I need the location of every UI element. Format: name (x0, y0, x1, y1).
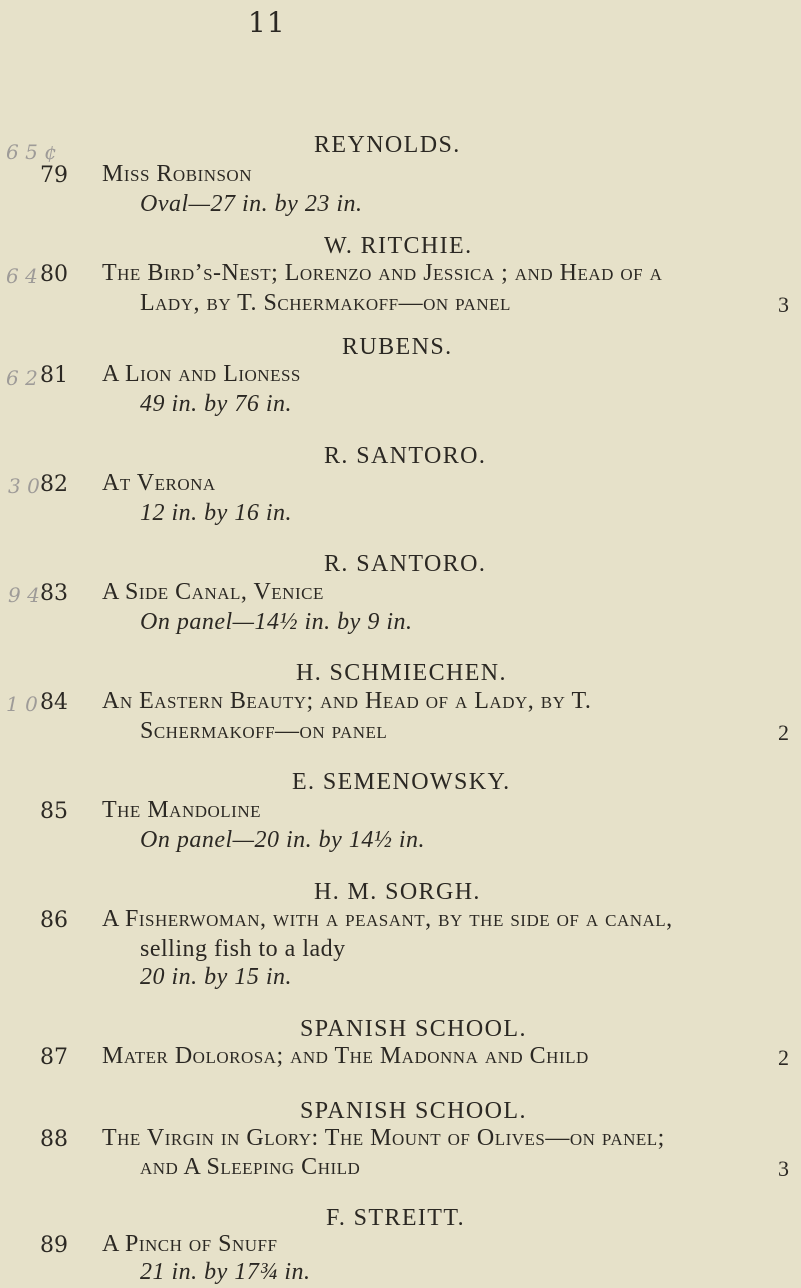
artist-name: R. SANTORO. (324, 443, 487, 469)
lot-dimensions: 21 in. by 17¾ in. (140, 1259, 311, 1285)
lot-title: Miss Robinson (102, 161, 252, 187)
lot-number: 82 (40, 472, 68, 497)
lot-title: At Verona (102, 470, 216, 496)
lot-quantity: 3 (778, 292, 789, 317)
artist-name: R. SANTORO. (324, 551, 487, 577)
lot-title: The Mandoline (102, 797, 261, 823)
lot-number: 89 (40, 1233, 68, 1258)
lot-number: 81 (40, 363, 68, 388)
lot-quantity: 2 (778, 720, 789, 745)
handwritten-note: 3 0 (8, 474, 40, 498)
lot-dimensions: On panel—14½ in. by 9 in. (140, 609, 413, 635)
lot-dimensions: Oval—27 in. by 23 in. (140, 191, 363, 217)
handwritten-note: 6 4 (6, 264, 38, 288)
lot-number: 79 (40, 163, 68, 188)
lot-number: 85 (40, 799, 68, 824)
artist-name: SPANISH SCHOOL. (300, 1098, 527, 1124)
lot-dimensions: 12 in. by 16 in. (140, 500, 292, 526)
artist-name: SPANISH SCHOOL. (300, 1016, 527, 1042)
artist-name: W. RITCHIE. (324, 233, 473, 259)
lot-number: 87 (40, 1045, 68, 1070)
lot-number: 84 (40, 690, 68, 715)
handwritten-note: 6 5 ¢ (6, 140, 57, 164)
artist-name: H. M. SORGH. (314, 879, 481, 905)
handwritten-note: 9 4 (8, 583, 40, 607)
lot-number: 86 (40, 908, 68, 933)
lot-title: A Lion and Lioness (102, 361, 301, 387)
lot-number: 83 (40, 581, 68, 606)
lot-title: The Bird’s-Nest; Lorenzo and Jessica ; and Head of a (102, 260, 663, 286)
lot-number: 80 (40, 262, 68, 287)
lot-description: Schermakoff—on panel (140, 718, 388, 744)
lot-title: An Eastern Beauty; and Head of a Lady, by T. (102, 688, 592, 714)
lot-dimensions: On panel—20 in. by 14½ in. (140, 827, 425, 853)
lot-title: A Side Canal, Venice (102, 579, 324, 605)
lot-dimensions: 49 in. by 76 in. (140, 391, 292, 417)
artist-name: E. SEMENOWSKY. (292, 769, 511, 795)
artist-name: F. STREITT. (326, 1205, 466, 1231)
handwritten-note: 6 2 (6, 366, 38, 390)
lot-description: selling fish to a lady (140, 936, 346, 962)
artist-name: H. SCHMIECHEN. (296, 660, 507, 686)
lot-title: A Fisherwoman, with a peasant, by the side of a canal, (102, 906, 673, 932)
lot-quantity: 2 (778, 1045, 789, 1070)
artist-name: RUBENS. (342, 334, 453, 360)
lot-description: Lady, by T. Schermakoff—on panel (140, 290, 511, 316)
lot-title: A Pinch of Snuff (102, 1231, 278, 1257)
lot-title: Mater Dolorosa; and The Madonna and Child (102, 1043, 589, 1069)
lot-title: The Virgin in Glory: The Mount of Olives—on panel; (102, 1125, 665, 1151)
handwritten-note: 1 0 (6, 692, 38, 716)
lot-dimensions: 20 in. by 15 in. (140, 964, 292, 990)
lot-number: 88 (40, 1127, 68, 1152)
lot-description: and A Sleeping Child (140, 1154, 361, 1180)
artist-name: REYNOLDS. (314, 132, 461, 158)
lot-quantity: 3 (778, 1156, 789, 1181)
page-number: 11 (248, 6, 286, 39)
